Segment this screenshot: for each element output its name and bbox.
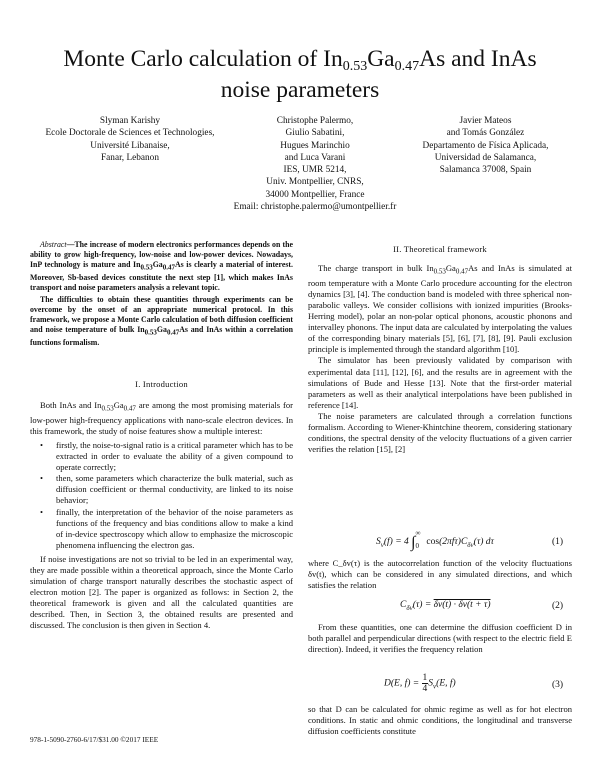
author-block-middle: Christophe Palermo, Giulio Sabatini, Hugues Marinchio and Luca Varani IES, UMR 5214, Univ. Montpellier, CNRS, 34000 Montpellier, France Email: christophe.palermo@umontpellier.fr: [233, 116, 397, 213]
author-block-right: Javier Mateos and Tomás González Departamento de Física Aplicada, Universidad de Salamanca, Salamanca 37008, Spain: [422, 116, 549, 176]
theory-body-bottom: so that D can be calculated for ohmic regime as well as for hot electron conditions. In static and ohmic conditions, the longitudinal and transverse diffusion coefficients constitute: [308, 704, 572, 737]
author-block-left: Slyman Karishy Ecole Doctorale de Sciences et Technologies, Université Libanaise, Fanar, Lebanon: [45, 116, 215, 163]
equation-number-2: (2): [552, 601, 564, 611]
theory-body-top: The charge transport in bulk $In_{0.53}Ga_{0.47}As$ and InAs is simulated at room temperature with a Monte Carlo procedure accounting for the electron dynamics [3], [4]. The conduction band is modeled with three spherical non-parabolic valleys. We consider collisions with ionized impurities (Brooks-Herring model), polar an non-polar optical phonons, acoustic phonons and intervalley phonons. The input data are calculated by interpolating the values of the corresponding binary materials [5], [6], [7], [8], [9]. Pauli exclusion principle is implemented through the standard algorithm [10]. The simulator has been previously validated by comparison with experimental data [11], [12], [6], and the results are in agreement with the simulations of Bude and Hesse [13]. Note that the first-order material parameters as well as their analytical interpolations have been published in reference [14]. The noise parameters are calculated through a correlation functions formalism. According to Wiener-Khintchine theorem, considering stationary conditions, the spectral density of the velocity fluctuations of a given carrier verifies the relation [15], [2]: [308, 263, 572, 455]
paper-title: Monte Carlo calculation of $In_{0.53}Ga_{0.47}As$ and InAs noise parameters: [63, 46, 537, 103]
copyright-footer: 978-1-5090-2760-6/17/$31.00 ©2017 IEEE: [30, 735, 159, 744]
equation-number-1: (1): [552, 537, 564, 547]
section-heading-introduction: I. Introduction: [135, 379, 188, 389]
section-heading-theoretical-framework: II. Theoretical framework: [393, 244, 487, 254]
intro-bullet-list: [30, 440, 293, 551]
list-item: • finally, the interpretation of the behavior of the noise parameters as functions of the frequency and bias conditions allow to make a kind of in-device spectroscopy which allow to emphasize the microscopic phenomena influencing the electron gas.: [30, 507, 293, 551]
list-item: • then, some parameters which characterize the bulk material, such as diffusion coefficient or thermal conductivity, are linked to its noise behavior;: [30, 473, 293, 506]
equation-number-3: (3): [552, 680, 564, 690]
list-item: • firstly, the noise-to-signal ratio is a critical parameter which has to be extracted in order to evaluate the ability of a given compound to operate correctly;: [30, 440, 293, 473]
theory-body-lower: From these quantities, one can determine the diffusion coefficient D in both parallel and perpendicular directions (with respect to the electric field E direction). Indeed, it verifies the frequency relation: [308, 622, 572, 655]
equation-1: $S_v(f) = 4$ $\int^\infty_0$ $\cos(2\pi f\tau)C_{\delta v}(\tau)$ dτ: [376, 529, 494, 551]
theory-body-middle: where C_δv(τ) is the autocorrelation function of the velocity fluctuations δv(t), which can be considered in any simulated directions, and which satisfies the relation: [308, 558, 572, 591]
abstract: Abstract—The increase of modern electronics performances depends on the ability to grow high-frequency, low-noise and low-power devices. Nowadays, InP technology is mature and $In_{0.53}Ga_{0.47}As$ is clearly a material of interest. Moreover, Sb-based devices constitute the next step [1], which makes InAs transport and noise parameters analysis a relevant topic. The difficulties to obtain these quantities through experiments can be overcome by the onset of an appropriate numerical protocol. In this framework, we propose a Monte Carlo calculation of both diffusion coefficient and noise temperature of bulk $In_{0.53}Ga_{0.47}As$ and InAs within a correlation functions formalism.: [30, 240, 293, 348]
introduction-body: Both InAs and $In_{0.53}Ga_{0.47}$ are among the most promising materials for low-power high-frequency applications with nano-scale electron devices. In this framework, the study of noise features show a multiple interest: • firstly, the noise-to-signal ratio is a critical parameter which has to be extracted in order to evaluate the ability of a given compound to operate correctly; • then, some parameters which characterize the bulk material, such as diffusion coefficient or thermal conductivity, are linked to its noise behavior; • finally, the interpretation of the behavior of the noise parameters as functions of the frequency and bias conditions allow to make a kind of in-device spectroscopy which allow to emphasize the microscopic phenomena influencing the electron gas. If noise investigations are not so trivial to be led in an experimental way, they are made possible within a theoretical approach, since the Monte Carlo simulation of charge transport naturally describes the stochastic aspect of electron motion [2]. The paper is organized as follows: in Section 2, the theoretical framework is given and all the calculated quantities are described. Then, in Section 3, the obtained results are presented and discussed. The conclusion is then given in Section 4.: [30, 400, 293, 632]
equation-2: $C_{\delta v}(\tau) = \delta v(t) \cdot \delta v(t + \tau)$: [400, 600, 491, 612]
equation-3: D(E, f) = $\frac{1}{4}$ $S_v(E$, f): [384, 673, 456, 694]
